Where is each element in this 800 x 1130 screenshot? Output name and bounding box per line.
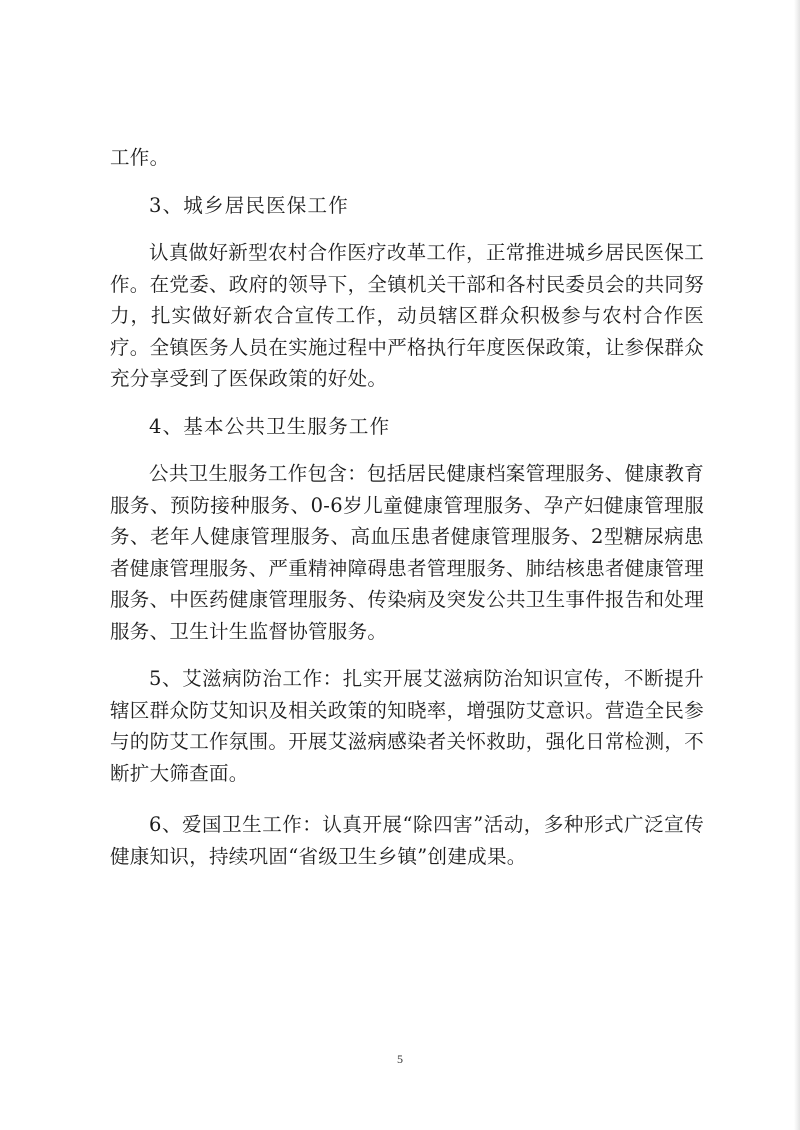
section-heading-4: 4、基本公共卫生服务工作 <box>149 414 391 438</box>
section-heading-3: 3、城乡居民医保工作 <box>149 193 349 217</box>
paragraph-continuation: 工作。 <box>110 146 170 169</box>
paragraph-patriotic-health: 6、爱国卫生工作：认真开展“除四害”活动，多种形式广泛宣传健康知识，持续巩固“省级卫生乡镇”创建成果。 <box>110 813 704 868</box>
page-number: 5 <box>397 1052 403 1066</box>
paragraph-medical-insurance: 认真做好新型农村合作医疗改革工作，正常推进城乡居民医保工作。在党委、政府的领导下，全镇机关干部和各村民委员会的共同努力，扎实做好新农合宣传工作，动员辖区群众积极参与农村合作医疗。全镇医务人员在实施过程中严格执行年度医保政策，让参保群众充分享受到了医保政策的好处。 <box>110 241 705 390</box>
paragraph-public-health: 公共卫生服务工作包含：包括居民健康档案管理服务、健康教育服务、预防接种服务、0-6岁儿童健康管理服务、孕产妇健康管理服务、老年人健康管理服务、高血压患者健康管理服务、2型糖尿病患者健康管理服务、严重精神障碍患者管理服务、肺结核患者健康管理服务、中医药健康管理服务、传染病及突发公共卫生事件报告和处理服务、卫生计生监督协管服务。 <box>110 462 705 643</box>
document-body <box>110 142 704 872</box>
paragraph-aids-prevention: 5、艾滋病防治工作：扎实开展艾滋病防治知识宣传，不断提升辖区群众防艾知识及相关政策的知晓率，增强防艾意识。营造全民参与的防艾工作氛围。开展艾滋病感染者关怀救助，强化日常检测，不断扩大筛查面。 <box>110 667 705 785</box>
scan-edge-shadow <box>794 0 800 1130</box>
